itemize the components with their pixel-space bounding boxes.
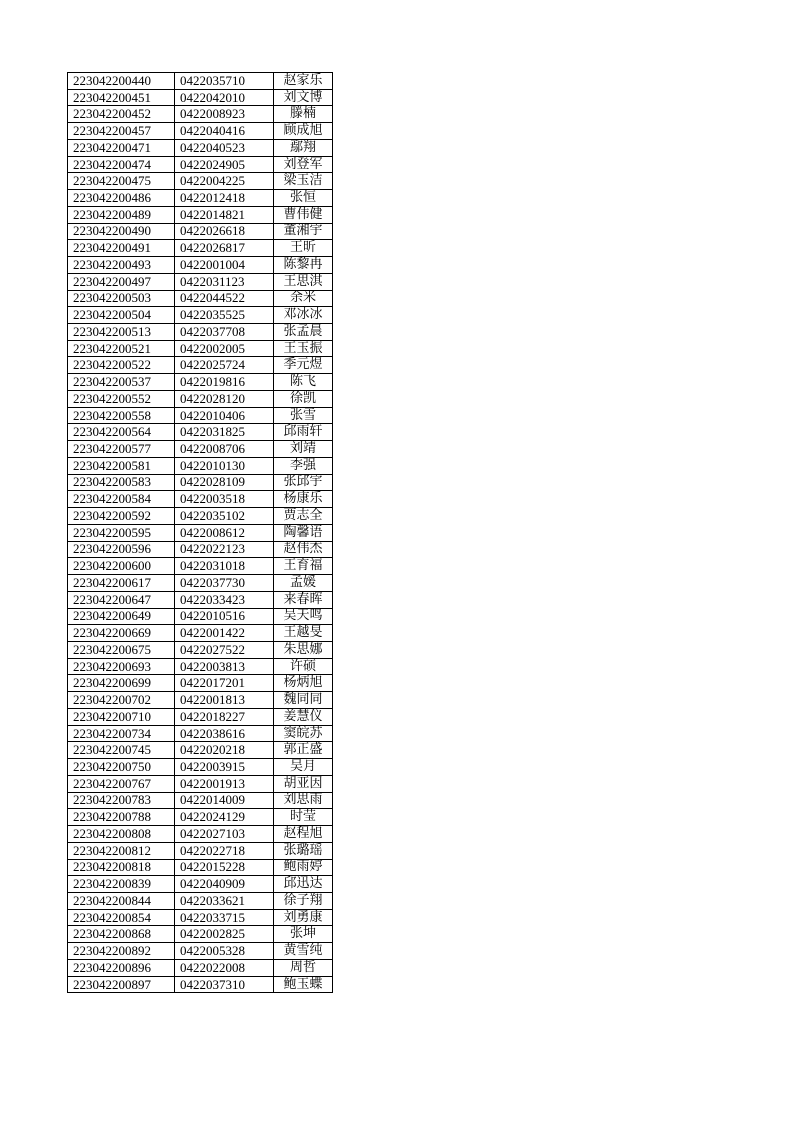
exam-number-cell: 0422025724 (175, 357, 274, 374)
student-id-cell: 223042200699 (68, 675, 175, 692)
table-row (68, 156, 333, 173)
student-name-cell: 吴天鸣 (274, 608, 333, 625)
student-id-cell: 223042200897 (68, 976, 175, 993)
table-row (68, 876, 333, 893)
student-id-cell: 223042200839 (68, 876, 175, 893)
table-row (68, 742, 333, 759)
student-id-cell: 223042200493 (68, 257, 175, 274)
table-row (68, 324, 333, 341)
student-id-cell: 223042200600 (68, 558, 175, 575)
student-name-cell: 朱思娜 (274, 641, 333, 658)
student-name-cell: 许硕 (274, 658, 333, 675)
exam-number-cell: 0422035102 (175, 508, 274, 525)
exam-number-cell: 0422008706 (175, 441, 274, 458)
table-row (68, 173, 333, 190)
table-row (68, 641, 333, 658)
table-row (68, 223, 333, 240)
student-name-cell: 邱雨轩 (274, 424, 333, 441)
student-name-cell: 梁玉洁 (274, 173, 333, 190)
student-id-cell: 223042200537 (68, 374, 175, 391)
table-row (68, 273, 333, 290)
student-name-cell: 陈飞 (274, 374, 333, 391)
student-name-cell: 赵伟杰 (274, 541, 333, 558)
student-id-cell: 223042200868 (68, 926, 175, 943)
exam-number-cell: 0422026618 (175, 223, 274, 240)
student-id-cell: 223042200649 (68, 608, 175, 625)
student-id-cell: 223042200808 (68, 826, 175, 843)
exam-number-cell: 0422044522 (175, 290, 274, 307)
student-id-cell: 223042200490 (68, 223, 175, 240)
exam-number-cell: 0422020218 (175, 742, 274, 759)
table-row (68, 926, 333, 943)
exam-number-cell: 0422033621 (175, 892, 274, 909)
table-row (68, 959, 333, 976)
exam-number-cell: 0422022123 (175, 541, 274, 558)
student-id-cell: 223042200584 (68, 491, 175, 508)
table-row (68, 725, 333, 742)
student-name-cell: 郭正盛 (274, 742, 333, 759)
student-id-cell: 223042200503 (68, 290, 175, 307)
exam-number-cell: 0422014009 (175, 792, 274, 809)
table-row (68, 524, 333, 541)
table-row (68, 775, 333, 792)
table-row (68, 508, 333, 525)
student-id-cell: 223042200647 (68, 591, 175, 608)
exam-number-cell: 0422001422 (175, 625, 274, 642)
student-id-cell: 223042200491 (68, 240, 175, 257)
student-id-cell: 223042200596 (68, 541, 175, 558)
exam-number-cell: 0422024905 (175, 156, 274, 173)
table-row (68, 909, 333, 926)
table-row (68, 290, 333, 307)
table-row (68, 240, 333, 257)
student-id-cell: 223042200497 (68, 273, 175, 290)
student-id-cell: 223042200452 (68, 106, 175, 123)
table-row (68, 842, 333, 859)
student-name-cell: 刘文博 (274, 89, 333, 106)
student-name-cell: 王玉振 (274, 340, 333, 357)
student-name-cell: 滕楠 (274, 106, 333, 123)
student-id-cell: 223042200558 (68, 407, 175, 424)
student-name-cell: 孟媛 (274, 575, 333, 592)
student-name-cell: 魏同同 (274, 692, 333, 709)
student-name-cell: 曹伟健 (274, 206, 333, 223)
student-id-cell: 223042200734 (68, 725, 175, 742)
student-id-cell: 223042200564 (68, 424, 175, 441)
table-row (68, 558, 333, 575)
student-id-cell: 223042200581 (68, 457, 175, 474)
table-row (68, 307, 333, 324)
table-row (68, 407, 333, 424)
exam-number-cell: 0422017201 (175, 675, 274, 692)
student-name-cell: 张坤 (274, 926, 333, 943)
exam-number-cell: 0422037730 (175, 575, 274, 592)
exam-number-cell: 0422033423 (175, 591, 274, 608)
student-name-cell: 刘靖 (274, 441, 333, 458)
exam-number-cell: 0422024129 (175, 809, 274, 826)
table-row (68, 575, 333, 592)
student-id-cell: 223042200812 (68, 842, 175, 859)
exam-number-cell: 0422015228 (175, 859, 274, 876)
exam-number-cell: 0422002825 (175, 926, 274, 943)
exam-number-cell: 0422003915 (175, 759, 274, 776)
student-id-cell: 223042200750 (68, 759, 175, 776)
student-id-cell: 223042200788 (68, 809, 175, 826)
student-name-cell: 来春晖 (274, 591, 333, 608)
table-row (68, 424, 333, 441)
student-name-cell: 刘思雨 (274, 792, 333, 809)
student-id-cell: 223042200513 (68, 324, 175, 341)
table-row (68, 976, 333, 993)
student-id-cell: 223042200440 (68, 73, 175, 90)
table-row (68, 139, 333, 156)
exam-number-cell: 0422031018 (175, 558, 274, 575)
table-row (68, 692, 333, 709)
table-row (68, 859, 333, 876)
student-id-cell: 223042200595 (68, 524, 175, 541)
table-row (68, 190, 333, 207)
exam-number-cell: 0422026817 (175, 240, 274, 257)
exam-number-cell: 0422033715 (175, 909, 274, 926)
exam-number-cell: 0422040523 (175, 139, 274, 156)
student-id-cell: 223042200783 (68, 792, 175, 809)
student-id-cell: 223042200521 (68, 340, 175, 357)
student-id-cell: 223042200617 (68, 575, 175, 592)
exam-number-cell: 0422037310 (175, 976, 274, 993)
student-name-cell: 赵家乐 (274, 73, 333, 90)
student-name-cell: 张璐瑶 (274, 842, 333, 859)
table-row (68, 257, 333, 274)
exam-number-cell: 0422038616 (175, 725, 274, 742)
student-id-cell: 223042200474 (68, 156, 175, 173)
student-name-cell: 季元煜 (274, 357, 333, 374)
student-name-cell: 鄢翔 (274, 139, 333, 156)
student-name-cell: 张孟晨 (274, 324, 333, 341)
student-name-cell: 张邱宇 (274, 474, 333, 491)
student-name-cell: 黄雪纯 (274, 943, 333, 960)
student-id-cell: 223042200896 (68, 959, 175, 976)
student-name-cell: 周哲 (274, 959, 333, 976)
exam-number-cell: 0422001813 (175, 692, 274, 709)
table-row (68, 457, 333, 474)
exam-number-cell: 0422014821 (175, 206, 274, 223)
student-name-cell: 徐凯 (274, 390, 333, 407)
student-name-cell: 窦皖苏 (274, 725, 333, 742)
exam-number-cell: 0422010406 (175, 407, 274, 424)
student-name-cell: 刘登军 (274, 156, 333, 173)
table-row (68, 89, 333, 106)
exam-number-cell: 0422001913 (175, 775, 274, 792)
student-id-cell: 223042200669 (68, 625, 175, 642)
student-name-cell: 杨康乐 (274, 491, 333, 508)
student-id-cell: 223042200675 (68, 641, 175, 658)
exam-number-cell: 0422035710 (175, 73, 274, 90)
student-id-cell: 223042200710 (68, 708, 175, 725)
student-name-cell: 吴月 (274, 759, 333, 776)
exam-number-cell: 0422035525 (175, 307, 274, 324)
exam-number-cell: 0422001004 (175, 257, 274, 274)
exam-number-cell: 0422031123 (175, 273, 274, 290)
exam-number-cell: 0422022718 (175, 842, 274, 859)
exam-number-cell: 0422008923 (175, 106, 274, 123)
table-row (68, 541, 333, 558)
student-name-cell: 王育福 (274, 558, 333, 575)
student-name-cell: 鲍玉蝶 (274, 976, 333, 993)
exam-number-cell: 0422004225 (175, 173, 274, 190)
student-name-cell: 贾志全 (274, 508, 333, 525)
table-row (68, 608, 333, 625)
student-name-cell: 鲍雨婷 (274, 859, 333, 876)
exam-number-cell: 0422042010 (175, 89, 274, 106)
table-row (68, 792, 333, 809)
table-row (68, 357, 333, 374)
exam-number-cell: 0422008612 (175, 524, 274, 541)
table-row (68, 441, 333, 458)
student-name-cell: 王思淇 (274, 273, 333, 290)
roster-table-body (68, 73, 333, 993)
exam-number-cell: 0422040416 (175, 123, 274, 140)
student-name-cell: 陈黎冉 (274, 257, 333, 274)
table-row (68, 625, 333, 642)
table-row (68, 390, 333, 407)
student-id-cell: 223042200457 (68, 123, 175, 140)
student-id-cell: 223042200702 (68, 692, 175, 709)
exam-number-cell: 0422003518 (175, 491, 274, 508)
student-name-cell: 张恒 (274, 190, 333, 207)
student-name-cell: 邱迅达 (274, 876, 333, 893)
table-row (68, 491, 333, 508)
exam-number-cell: 0422027522 (175, 641, 274, 658)
student-id-cell: 223042200522 (68, 357, 175, 374)
table-row (68, 374, 333, 391)
table-row (68, 474, 333, 491)
student-name-cell: 杨炳旭 (274, 675, 333, 692)
student-id-cell: 223042200767 (68, 775, 175, 792)
student-id-cell: 223042200693 (68, 658, 175, 675)
table-row (68, 759, 333, 776)
student-id-cell: 223042200504 (68, 307, 175, 324)
student-id-cell: 223042200577 (68, 441, 175, 458)
student-id-cell: 223042200552 (68, 390, 175, 407)
exam-number-cell: 0422010130 (175, 457, 274, 474)
exam-number-cell: 0422031825 (175, 424, 274, 441)
student-name-cell: 陶馨语 (274, 524, 333, 541)
student-id-cell: 223042200475 (68, 173, 175, 190)
student-name-cell: 刘勇康 (274, 909, 333, 926)
exam-number-cell: 0422040909 (175, 876, 274, 893)
student-id-cell: 223042200818 (68, 859, 175, 876)
student-id-cell: 223042200486 (68, 190, 175, 207)
exam-number-cell: 0422037708 (175, 324, 274, 341)
table-row (68, 809, 333, 826)
exam-number-cell: 0422028120 (175, 390, 274, 407)
student-name-cell: 胡亚因 (274, 775, 333, 792)
table-row (68, 826, 333, 843)
student-name-cell: 王昕 (274, 240, 333, 257)
student-id-cell: 223042200844 (68, 892, 175, 909)
exam-number-cell: 0422018227 (175, 708, 274, 725)
exam-number-cell: 0422002005 (175, 340, 274, 357)
student-name-cell: 邓冰冰 (274, 307, 333, 324)
exam-number-cell: 0422005328 (175, 943, 274, 960)
student-name-cell: 徐子翔 (274, 892, 333, 909)
table-row (68, 591, 333, 608)
student-name-cell: 李强 (274, 457, 333, 474)
table-row (68, 206, 333, 223)
student-name-cell: 张雪 (274, 407, 333, 424)
student-id-cell: 223042200592 (68, 508, 175, 525)
exam-number-cell: 0422028109 (175, 474, 274, 491)
exam-number-cell: 0422012418 (175, 190, 274, 207)
exam-number-cell: 0422019816 (175, 374, 274, 391)
student-id-cell: 223042200489 (68, 206, 175, 223)
student-name-cell: 姜慧仪 (274, 708, 333, 725)
exam-number-cell: 0422022008 (175, 959, 274, 976)
table-row (68, 123, 333, 140)
table-row (68, 658, 333, 675)
exam-number-cell: 0422003813 (175, 658, 274, 675)
student-name-cell: 董湘宇 (274, 223, 333, 240)
student-name-cell: 时莹 (274, 809, 333, 826)
student-name-cell: 顾成旭 (274, 123, 333, 140)
student-id-cell: 223042200854 (68, 909, 175, 926)
table-row (68, 675, 333, 692)
exam-number-cell: 0422027103 (175, 826, 274, 843)
student-name-cell: 王越旻 (274, 625, 333, 642)
table-row (68, 943, 333, 960)
student-name-cell: 余米 (274, 290, 333, 307)
student-id-cell: 223042200451 (68, 89, 175, 106)
table-row (68, 340, 333, 357)
table-row (68, 106, 333, 123)
student-id-cell: 223042200471 (68, 139, 175, 156)
exam-number-cell: 0422010516 (175, 608, 274, 625)
table-row (68, 708, 333, 725)
student-name-cell: 赵程旭 (274, 826, 333, 843)
student-id-cell: 223042200745 (68, 742, 175, 759)
table-row (68, 892, 333, 909)
table-row (68, 73, 333, 90)
student-id-cell: 223042200892 (68, 943, 175, 960)
roster-table (67, 72, 333, 993)
student-id-cell: 223042200583 (68, 474, 175, 491)
